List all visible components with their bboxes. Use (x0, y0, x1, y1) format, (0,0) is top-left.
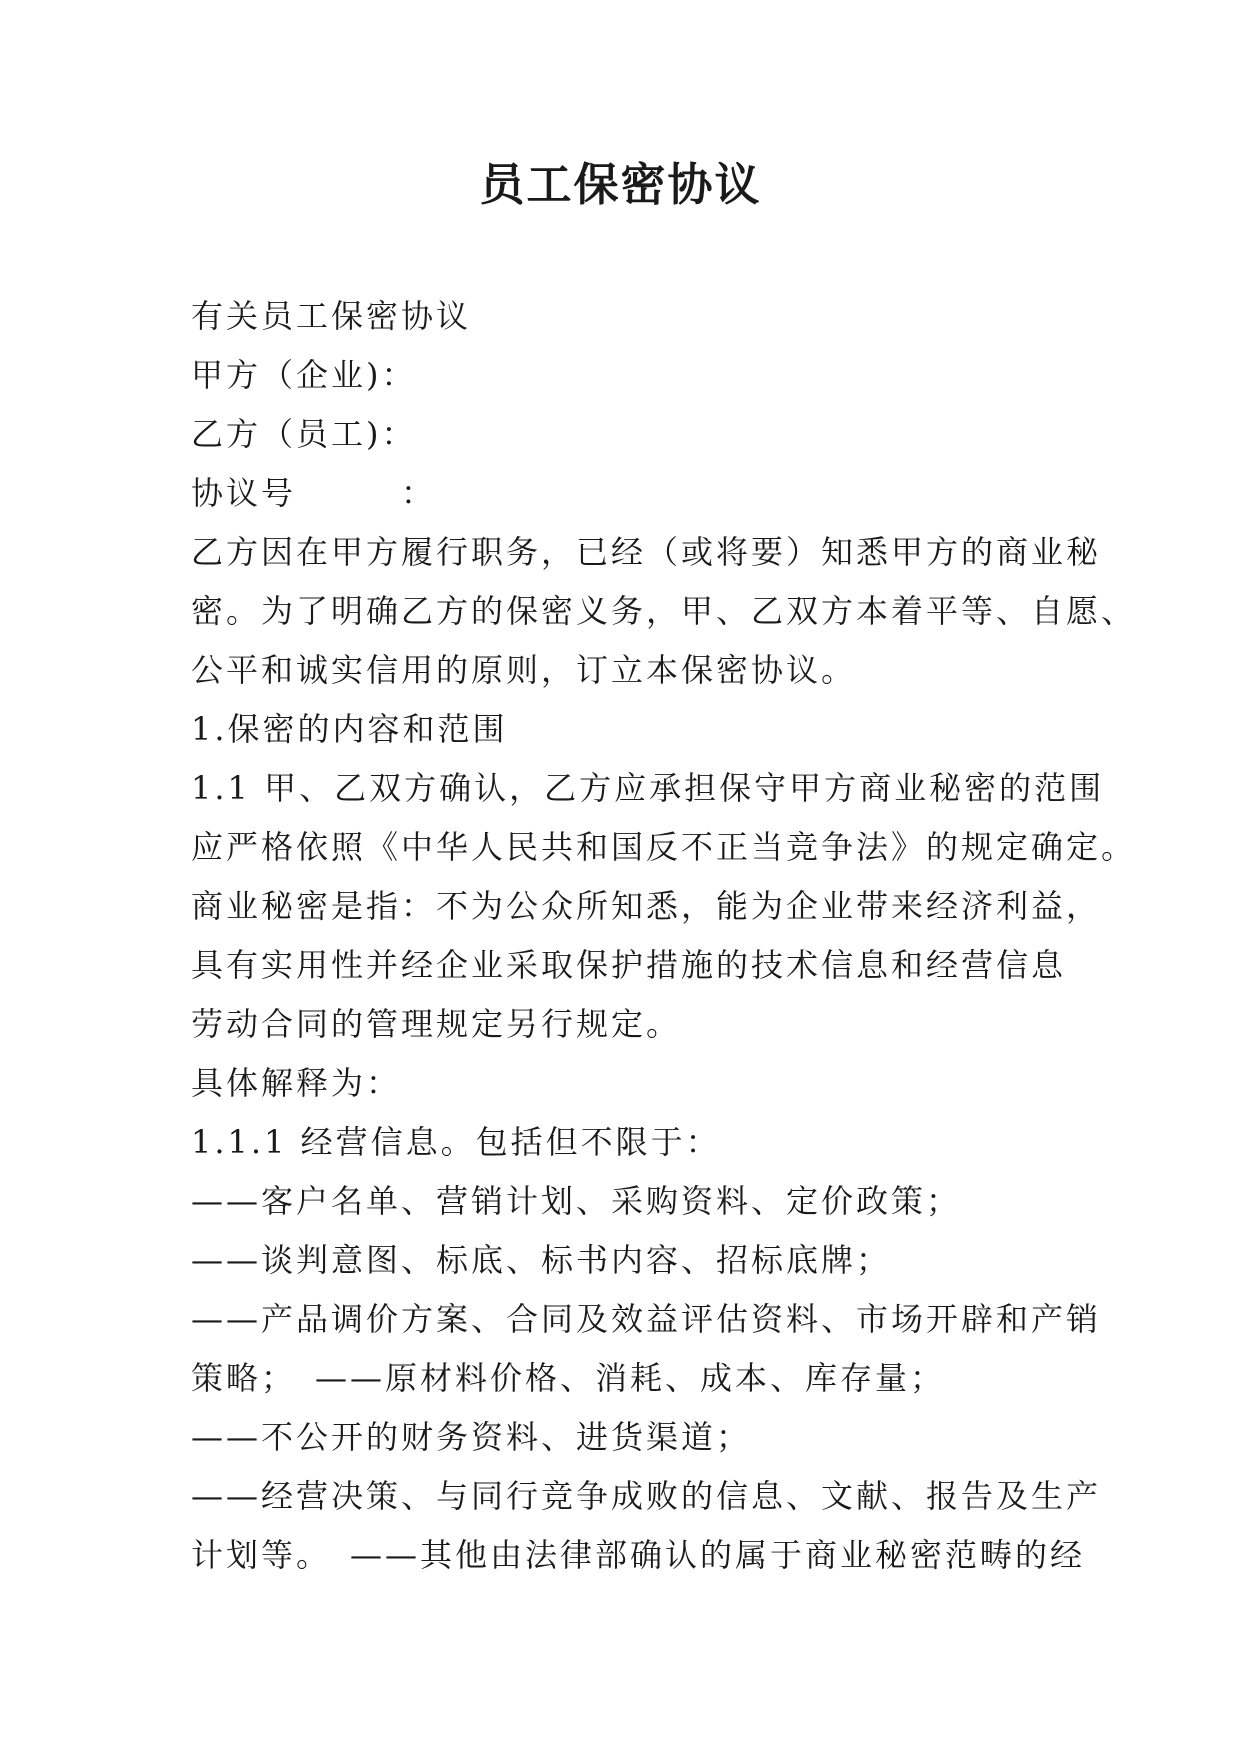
text-line: 商业秘密是指：不为公众所知悉，能为企业带来经济利益， (191, 887, 1102, 925)
text-line: 密。为了明确乙方的保密义务，甲、乙双方本着平等、自愿、 (191, 592, 1137, 630)
text-line: 应严格依照《中华人民共和国反不正当竞争法》的规定确定。 (191, 828, 1137, 866)
text-line: 甲方（企业)： (191, 356, 417, 394)
text-line: 策略； ——原材料价格、消耗、成本、库存量； (191, 1359, 946, 1397)
text-line: 具体解释为： (191, 1064, 402, 1102)
text-line: 乙方因在甲方履行职务，已经（或将要）知悉甲方的商业秘 (191, 533, 1102, 571)
text-line: 公平和诚实信用的原则，订立本保密协议。 (191, 651, 857, 689)
text-line: 具有实用性并经企业采取保护措施的技术信息和经营信息 (191, 946, 1067, 984)
text-line: 协议号 ： (191, 474, 437, 512)
text-line: 1.保密的内容和范围 (191, 710, 508, 748)
text-line: 劳动合同的管理规定另行规定。 (191, 1005, 682, 1043)
text-line: ——产品调价方案、合同及效益评估资料、市场开辟和产销 (191, 1300, 1102, 1338)
text-line: ——客户名单、营销计划、采购资料、定价政策； (191, 1182, 962, 1220)
text-line: 乙方（员工)： (191, 415, 417, 453)
text-line: ——谈判意图、标底、标书内容、招标底牌； (191, 1241, 892, 1279)
text-line: 计划等。 ——其他由法律部确认的属于商业秘密范畴的经 (191, 1536, 1086, 1574)
document-title: 员工保密协议 (479, 158, 762, 211)
document-body (191, 287, 1137, 1585)
text-line: 1.1 甲、乙双方确认，乙方应承担保守甲方商业秘密的范围 (191, 769, 1105, 807)
text-line: ——不公开的财务资料、进货渠道； (191, 1418, 752, 1456)
text-line: ——经营决策、与同行竞争成败的信息、文献、报告及生产 (191, 1477, 1102, 1515)
text-line: 有关员工保密协议 (191, 297, 472, 335)
text-line: 1.1.1 经营信息。包括但不限于： (191, 1123, 721, 1161)
